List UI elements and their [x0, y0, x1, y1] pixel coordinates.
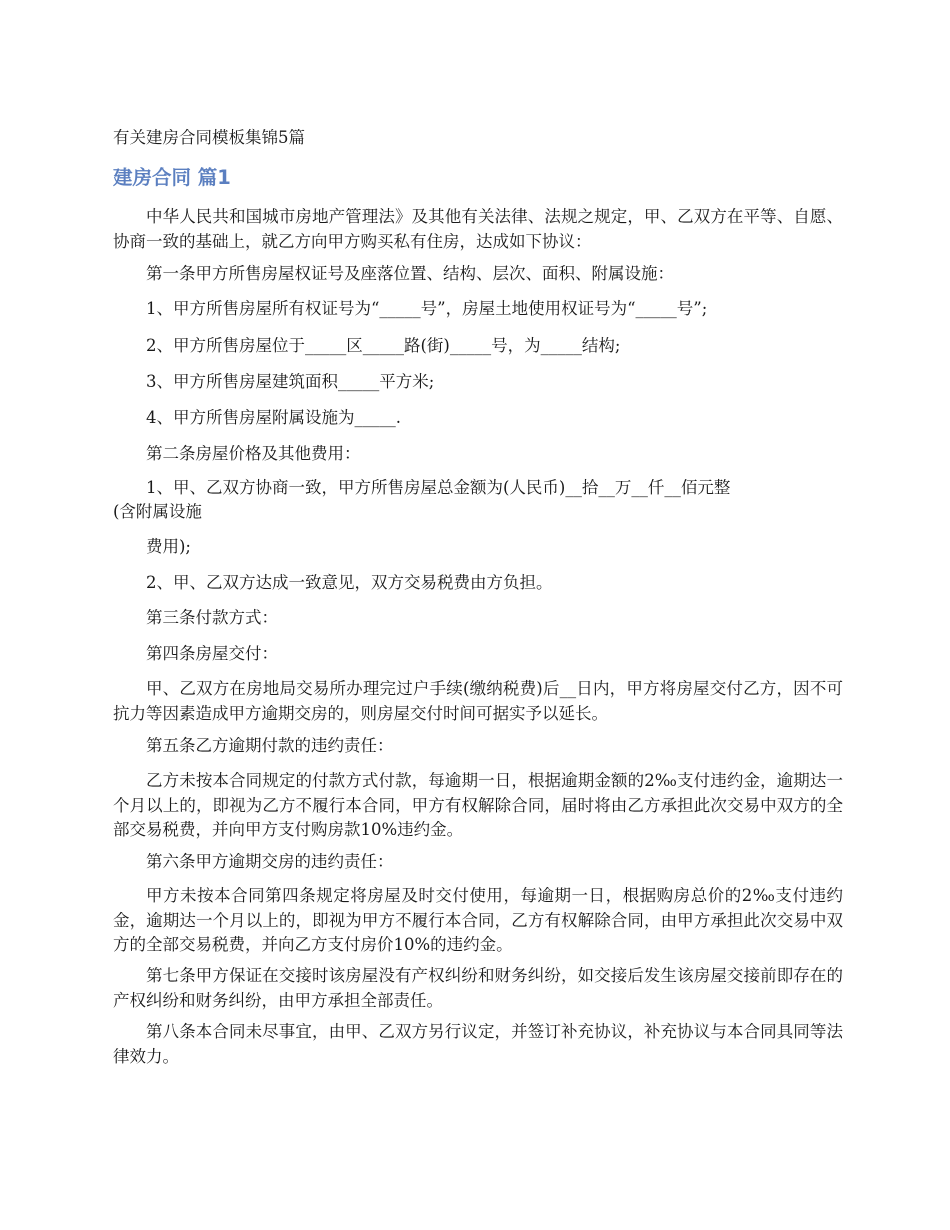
paragraph-article-5: 第五条乙方逾期付款的违约责任： [146, 736, 394, 755]
paragraph-article-6-body: 甲方未按本合同第四条规定将房屋及时交付使用，每逾期一日，根据购房总价的2‰支付违约金，逾期达一个月以上的，即视为甲方不履行本合同，乙方有权解除合同，由甲方承担此次交易中双方的全部交易税费，并向乙方支付房价10%的违约金。 [113, 886, 843, 954]
document-title: 有关建房合同模板集锦5篇 [113, 128, 305, 147]
paragraph-article-8: 第八条本合同未尽事宜，由甲、乙双方另行议定，并签订补充协议，补充协议与本合同具同等法律效力。 [113, 1022, 843, 1066]
paragraph-article-2: 第二条房屋价格及其他费用： [146, 444, 361, 463]
paragraph-preamble: 中华人民共和国城市房地产管理法》及其他有关法律、法规之规定，甲、乙双方在平等、自愿、协商一致的基础上，就乙方向甲方购买私有住房，达成如下协议： [113, 207, 843, 251]
paragraph-article-4-body: 甲、乙双方在房地局交易所办理完过户手续(缴纳税费)后__日内，甲方将房屋交付乙方，因不可抗力等因素造成甲方逾期交房的，则房屋交付时间可据实予以延长。 [113, 679, 843, 723]
paragraph-item-2-2: 2、甲、乙双方达成一致意见，双方交易税费由方负担。 [146, 573, 553, 592]
paragraph-article-4: 第四条房屋交付： [146, 644, 278, 663]
paragraph-article-3: 第三条付款方式： [146, 608, 278, 627]
paragraph-item-1-3: 3、甲方所售房屋建筑面积_____平方米; [146, 372, 435, 391]
paragraph-item-1-4: 4、甲方所售房屋附属设施为_____. [146, 408, 401, 427]
paragraph-item-2-1-end: 费用); [146, 537, 191, 556]
paragraph-article-1: 第一条甲方所售房屋权证号及座落位置、结构、层次、面积、附属设施： [146, 264, 674, 283]
section-heading: 建房合同 篇1 [113, 166, 231, 189]
paragraph-item-2-1-continued: (含附属设施 [113, 502, 202, 521]
paragraph-article-5-body: 乙方未按本合同规定的付款方式付款，每逾期一日，根据逾期金额的2‰支付违约金，逾期达一个月以上的，即视为乙方不履行本合同，甲方有权解除合同，届时将由乙方承担此次交易中双方的全部交易税费，并向甲方支付购房款10%违约金。 [113, 771, 843, 839]
paragraph-item-1-2: 2、甲方所售房屋位于_____区_____路(街)_____号，为_____结构; [146, 336, 621, 355]
paragraph-article-7: 第七条甲方保证在交接时该房屋没有产权纠纷和财务纠纷，如交接后发生该房屋交接前即存在的产权纠纷和财务纠纷，由甲方承担全部责任。 [113, 966, 843, 1010]
paragraph-item-2-1: 1、甲、乙双方协商一致，甲方所售房屋总金额为(人民币)__拾__万__仟__佰元整 [146, 478, 731, 497]
paragraph-article-6: 第六条甲方逾期交房的违约责任： [146, 852, 394, 871]
paragraph-item-1-1: 1、甲方所售房屋所有权证号为“_____号”，房屋土地使用权证号为“_____号”; [146, 299, 708, 318]
